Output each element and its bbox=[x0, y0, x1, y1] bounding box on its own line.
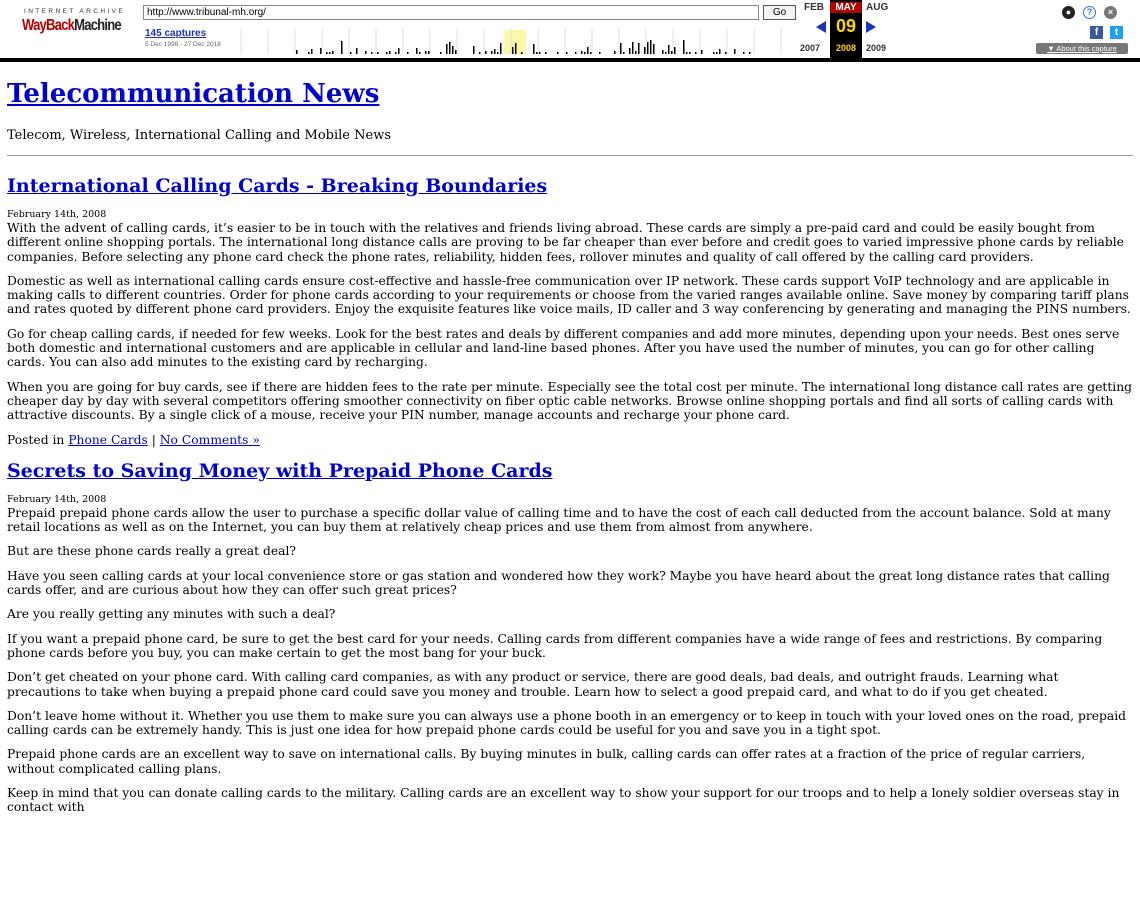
capture-tick bbox=[623, 52, 625, 54]
capture-tick bbox=[479, 52, 481, 54]
capture-tick bbox=[473, 46, 475, 54]
page-content bbox=[7, 78, 1133, 825]
capture-tick bbox=[341, 41, 343, 54]
capture-tick bbox=[635, 51, 637, 54]
capture-tick bbox=[719, 49, 721, 54]
post-paragraph: With the advent of calling cards, it’s easier to be in touch with the relatives and friends living abroad. These cards are simply a pre-paid card and could be easily bought from different online shopping portals. The international long distance calls are proving to be far cheaper than ever before and credit goes to varied impressive phone cards by reliable companies. Before selecting any phone card check the phone rates, reliability, hidden fees, rollover minutes and quality of call offered by the calling card providers. bbox=[7, 221, 1124, 264]
post-paragraph: Prepaid prepaid phone cards allow the user to purchase a specific dollar value of calling time and to have the cost of each call deducted from the account balance. Sold at many retail locations as well as on the Internet, you can buy them at relatively cheap prices and use them from almost from anywhere. bbox=[7, 505, 1111, 535]
post-meta bbox=[7, 433, 1133, 447]
capture-tick bbox=[416, 48, 418, 54]
post-paragraph: Go for cheap calling cards, if needed for few weeks. Look for the best rates and deals by different companies and add more minutes, depending upon your needs. Best ones serve both domestic and international customers and are applicable in cellular and land-line based phones. After you have used the number of minutes, you can go for other calling cards. You can also add minutes to the existing card by recharging. bbox=[7, 326, 1120, 370]
capture-date-range: 5 Dec 1998 - 27 Dec 2018 bbox=[145, 41, 221, 48]
internet-archive-label: INTERNET ARCHIVE bbox=[24, 8, 126, 15]
capture-tick bbox=[590, 52, 592, 54]
capture-tick bbox=[566, 52, 568, 54]
comments-link[interactable]: No Comments » bbox=[159, 432, 260, 447]
capture-tick bbox=[326, 52, 328, 54]
capture-tick bbox=[701, 50, 703, 54]
close-icon[interactable]: × bbox=[1104, 6, 1117, 19]
capture-tick bbox=[491, 51, 493, 54]
capture-tick bbox=[365, 51, 367, 54]
capture-tick bbox=[671, 51, 673, 54]
captures-link[interactable]: 145 captures bbox=[145, 28, 207, 39]
prev-capture-arrow-icon[interactable] bbox=[816, 21, 826, 33]
post-date: February 14th, 2008 bbox=[7, 209, 107, 220]
post-paragraph: Domestic as well as international calling cards ensure cost-effective and hassle-free communication over IP network. These cards support VoIP technology and are applicable in making calls to different countries. Order for phone cards according to your requirements or choose from the varied ranges available online. Save money by comparing tariff plans and rates quoted by different phone card providers. Enjoy the exquisite features like voice mails, ID caller and 3 way conferencing by generating and managing the PINS numbers. bbox=[7, 273, 1131, 317]
capture-tick bbox=[713, 52, 715, 54]
capture-tick bbox=[485, 51, 487, 54]
capture-tick bbox=[533, 44, 535, 54]
capture-tick bbox=[734, 49, 736, 54]
capture-tick bbox=[494, 49, 496, 54]
capture-tick bbox=[356, 48, 358, 54]
capture-tick bbox=[377, 52, 379, 54]
post-paragraph: Don’t get cheated on your phone card. With calling card companies, as with any product or service, there are good deals, bad deals, and outright frauds. Learning what precautions to take when buying a prepaid phone card could save you money and trouble. Learn how to select a good prepaid card, and what to do if you get cheated. bbox=[7, 670, 1059, 699]
capture-tick bbox=[329, 52, 331, 54]
post-title-link[interactable]: International Calling Cards - Breaking Boundaries bbox=[7, 175, 548, 197]
capture-tick bbox=[620, 43, 622, 54]
url-input[interactable]: http://www.tribunal-mh.org/ bbox=[143, 5, 759, 20]
capture-tick bbox=[749, 52, 751, 54]
capture-tick bbox=[638, 43, 640, 54]
capture-tick bbox=[425, 51, 427, 54]
post-paragraph: Keep in mind that you can donate calling cards to the military. Calling cards are an excellent way to show your support for our troops and to help a lonely soldier overseas stay in contact with bbox=[7, 786, 1120, 815]
prev-month-link[interactable]: FEB bbox=[804, 2, 824, 13]
capture-tick bbox=[308, 52, 310, 54]
about-capture-button[interactable]: ▼ About this capture bbox=[1036, 43, 1128, 54]
meta-separator: | bbox=[151, 432, 156, 447]
capture-tick bbox=[455, 50, 457, 54]
capture-tick bbox=[320, 48, 322, 54]
capture-tick bbox=[629, 48, 631, 54]
capture-tick bbox=[446, 44, 448, 54]
capture-tick bbox=[515, 43, 517, 54]
site-title-link[interactable]: Telecommunication News bbox=[7, 79, 380, 109]
post-title bbox=[7, 174, 1133, 198]
current-year: 2008 bbox=[835, 43, 857, 53]
capture-tick bbox=[743, 52, 745, 54]
capture-tick bbox=[647, 42, 649, 54]
logo-text-machine: Machine bbox=[74, 17, 121, 34]
next-capture-arrow-icon[interactable] bbox=[866, 21, 876, 33]
capture-tick bbox=[389, 51, 391, 54]
capture-tick bbox=[398, 48, 400, 54]
prev-year-link[interactable]: 2007 bbox=[800, 43, 821, 53]
post-title-link[interactable]: Secrets to Saving Money with Prepaid Phone Cards bbox=[7, 459, 553, 482]
capture-tick bbox=[395, 52, 397, 54]
post bbox=[7, 459, 1133, 815]
wayback-toolbar bbox=[0, 0, 1140, 62]
posted-in-label: Posted in bbox=[7, 432, 65, 447]
capture-tick bbox=[689, 52, 691, 54]
help-icon[interactable]: ? bbox=[1083, 6, 1096, 19]
capture-tick bbox=[614, 51, 616, 54]
facebook-icon[interactable]: f bbox=[1090, 26, 1103, 39]
logo-text-wayback: WayBack bbox=[22, 17, 75, 34]
wayback-logo[interactable] bbox=[22, 17, 121, 35]
capture-tick bbox=[545, 52, 547, 54]
post-paragraph: Have you seen calling cards at your local convenience store or gas station and wondered how they work? Maybe you have heard about the great long distance rates that calling cards offer, and are curious about how they can offer such great prices? bbox=[7, 568, 1110, 598]
about-capture-label: About this capture bbox=[1056, 44, 1117, 53]
capture-tick bbox=[599, 52, 601, 54]
post-paragraph: Prepaid phone cards are an excellent way to save on international calls. By buying minutes in bulk, calling cards can offer rates at a fraction of the price of regular carriers, without complicated calling plans. bbox=[7, 747, 1086, 776]
capture-tick bbox=[557, 52, 559, 54]
capture-tick bbox=[575, 52, 577, 54]
site-description: Telecom, Wireless, International Calling and Mobile News bbox=[7, 128, 391, 143]
capture-tick bbox=[668, 45, 670, 54]
twitter-icon[interactable]: t bbox=[1110, 26, 1123, 39]
capture-tick bbox=[665, 52, 667, 54]
capture-tick bbox=[497, 52, 499, 54]
capture-tick bbox=[428, 51, 430, 54]
current-month: MAY bbox=[830, 2, 862, 13]
capture-tick bbox=[419, 52, 421, 54]
capture-tick bbox=[653, 44, 655, 54]
post-paragraph: When you are going for buy cards, see if there are hidden fees to the rate per minute. Especially see the total cost per minute. The international long distance call rates are getting cheaper day by day with several competitors offering smoother connectivity on fiber optic cable networks. Browse online shopping portals and find all sorts of calling cards with attractive discounts. By a single click of a mouse, receive your PIN number, manage accounts and recharge your phone card. bbox=[7, 379, 1133, 423]
capture-tick bbox=[539, 52, 541, 54]
capture-tick bbox=[521, 52, 523, 54]
capture-tick bbox=[407, 52, 409, 54]
post bbox=[7, 174, 1133, 447]
capture-tick bbox=[311, 49, 313, 54]
current-day: 09 bbox=[835, 16, 857, 36]
capture-tick bbox=[440, 52, 442, 54]
capture-tick bbox=[536, 52, 538, 54]
next-year-link[interactable]: 2009 bbox=[866, 43, 887, 53]
next-month-link[interactable]: AUG bbox=[866, 2, 889, 13]
capture-tick bbox=[332, 51, 334, 54]
post-title bbox=[7, 459, 1133, 483]
capture-tick bbox=[644, 47, 646, 54]
post-paragraph: But are these phone cards really a great deal? bbox=[7, 544, 296, 559]
capture-tick bbox=[674, 47, 676, 54]
capture-tick bbox=[500, 43, 502, 54]
go-button[interactable]: Go bbox=[763, 5, 796, 20]
capture-tick bbox=[386, 52, 388, 54]
post-date: February 14th, 2008 bbox=[7, 493, 107, 505]
site-title bbox=[7, 78, 1133, 110]
capture-tick bbox=[449, 42, 451, 54]
capture-tick bbox=[683, 40, 685, 54]
capture-tick bbox=[296, 50, 298, 54]
post-paragraph: If you want a prepaid phone card, be sure to get the best card for your needs. Calling cards from different companies have a wide range of fees and restrictions. By comparing phone cards before you buy, you can make certain to get the most bang for your buck. bbox=[7, 631, 1103, 660]
capture-tick bbox=[584, 52, 586, 54]
capture-tick bbox=[662, 50, 664, 54]
capture-tick bbox=[350, 52, 352, 54]
capture-tick bbox=[371, 52, 373, 54]
header-divider bbox=[7, 155, 1133, 156]
capture-tick bbox=[650, 40, 652, 54]
capture-tick bbox=[725, 52, 727, 54]
category-link[interactable]: Phone Cards bbox=[68, 432, 148, 447]
capture-tick bbox=[716, 52, 718, 54]
capture-tick bbox=[512, 47, 514, 54]
post-paragraph: Are you really getting any minutes with such a deal? bbox=[7, 607, 336, 622]
capture-tick bbox=[632, 42, 634, 54]
capture-tick bbox=[452, 46, 454, 54]
capture-tick bbox=[581, 51, 583, 54]
capture-sparkline[interactable] bbox=[236, 28, 796, 54]
capture-tick bbox=[686, 52, 688, 54]
capture-tick bbox=[587, 47, 589, 54]
user-icon[interactable]: ● bbox=[1062, 6, 1075, 19]
post-paragraph: Don’t leave home without it. Whether you use them to make sure you can always use a phone booth in an emergency or to keep in touch with your loved ones on the road, prepaid calling cards can be extremely handy. This is just one idea for how prepaid phone cards could be useful for you and save you in a tight spot. bbox=[7, 708, 1126, 738]
capture-tick bbox=[695, 52, 697, 54]
